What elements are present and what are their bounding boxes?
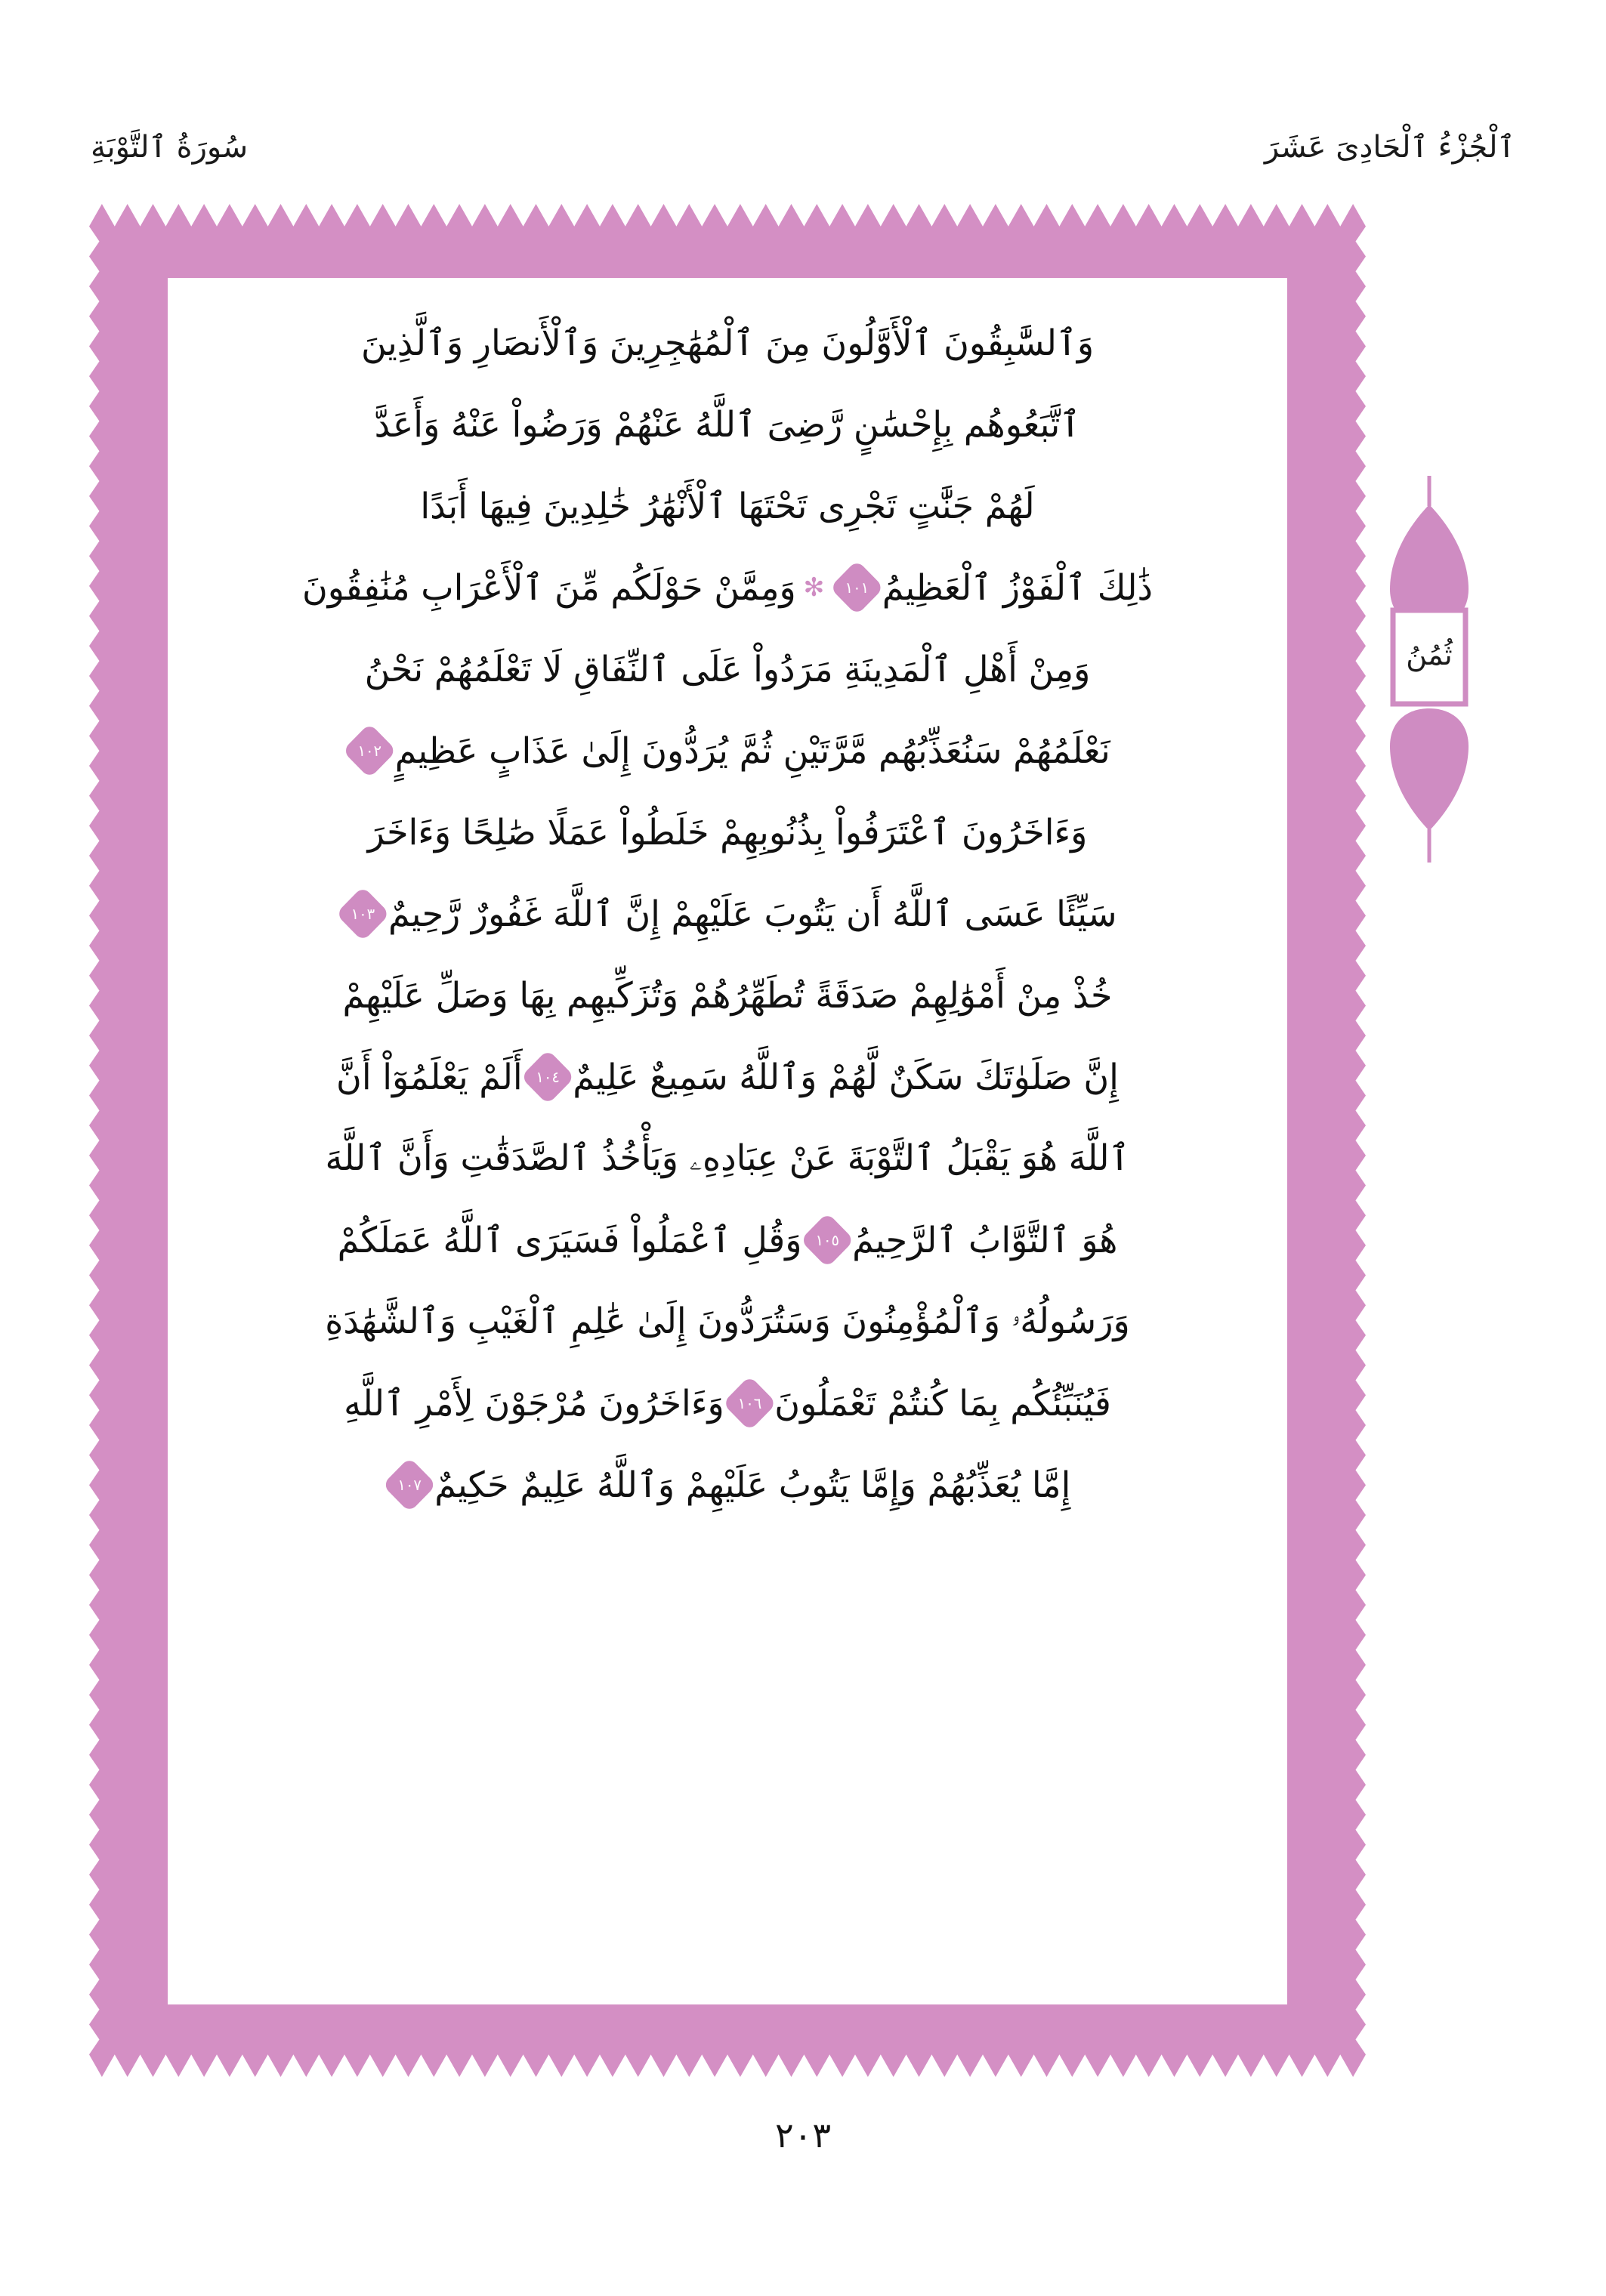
ayah-line xyxy=(199,1118,1256,1199)
ayah-number-text: ١٠٢ xyxy=(357,742,382,761)
ayah-number-marker xyxy=(343,723,397,779)
ayah-line xyxy=(199,1199,1256,1281)
ayah-number-text: ١٠٥ xyxy=(815,1231,839,1250)
ayah-number-marker xyxy=(382,1457,437,1513)
ruku-star-icon: ✻ xyxy=(803,572,825,603)
ayah-text: هُوَ ٱلتَّوَّابُ ٱلرَّحِيمُ xyxy=(852,1219,1118,1261)
ayah-text: وَمِنْ أَهْلِ ٱلْمَدِينَةِ مَرَدُواْ عَلَى ٱلنِّفَاقِ لَا تَعْلَمُهُمْ نَحْنُ xyxy=(364,648,1091,690)
ayah-text: أَلَمْ يَعْلَمُوٓاْ أَنَّ xyxy=(336,1056,523,1098)
thumun-marker-shape xyxy=(1379,476,1479,899)
ayah-text: ٱتَّبَعُوهُم بِإِحْسَٰنٍ رَّضِىَ ٱللَّهُ عَنْهُمْ وَرَضُواْ عَنْهُ وَأَعَدَّ xyxy=(374,403,1081,446)
ayah-line xyxy=(199,873,1256,955)
ayah-line xyxy=(199,1281,1256,1362)
ayah-number-text: ١٠٦ xyxy=(737,1394,761,1413)
ayah-line xyxy=(199,792,1256,873)
ayah-line xyxy=(199,1444,1256,1526)
ayah-number-marker xyxy=(336,886,391,942)
ayah-number-marker xyxy=(722,1375,777,1431)
ayah-text: وَءَاخَرُونَ ٱعْتَرَفُواْ بِذُنُوبِهِمْ خَلَطُواْ عَمَلًا صَٰلِحًا وَءَاخَرَ xyxy=(367,811,1088,853)
ayah-line xyxy=(199,1362,1256,1444)
ayah-number-text: ١٠٣ xyxy=(351,905,375,924)
ayah-text: وَقُلِ ٱعْمَلُواْ فَسَيَرَى ٱللَّهُ عَمَلَكُمْ xyxy=(337,1219,802,1261)
juz-title: ٱلْجُزْءُ ٱلْحَادِىَ عَشَرَ xyxy=(1264,130,1515,165)
thumun-label: ثُمُنُ xyxy=(1406,638,1453,671)
ayah-text: فَيُنَبِّئُكُم بِمَا كُنتُمْ تَعْمَلُونَ xyxy=(774,1382,1111,1424)
ayah-line xyxy=(199,384,1256,465)
thumun-marker xyxy=(1379,476,1479,899)
ayah-line xyxy=(199,547,1256,628)
ayah-number-text: ١٠١ xyxy=(845,579,869,597)
ayah-line xyxy=(199,710,1256,792)
page-number: ٢٠٣ xyxy=(774,2115,832,2156)
ayah-number-marker xyxy=(800,1212,854,1268)
ayah-text: خُذْ مِنْ أَمْوَٰلِهِمْ صَدَقَةً تُطَهِّرُهُمْ وَتُزَكِّيهِم بِهَا وَصَلِّ عَلَيْهِمْ xyxy=(342,974,1113,1017)
quran-text-body xyxy=(187,302,1268,1986)
ayah-text: وَرَسُولُهُۥ وَٱلْمُؤْمِنُونَ وَسَتُرَدُّونَ إِلَىٰ عَٰلِمِ ٱلْغَيْبِ وَٱلشَّهَٰدَةِ xyxy=(325,1301,1130,1342)
ayah-text: وَمِمَّنْ حَوْلَكُم مِّنَ ٱلْأَعْرَابِ مُنَٰفِقُونَ xyxy=(301,566,796,609)
ayah-line xyxy=(199,1036,1256,1118)
ayah-text: إِنَّ صَلَوٰتَكَ سَكَنٌ لَّهُمْ وَٱللَّهُ سَمِيعٌ عَلِيمٌ xyxy=(573,1056,1119,1098)
page-header xyxy=(91,113,1515,181)
surah-title: سُورَةُ ٱلتَّوْبَةِ xyxy=(91,130,249,165)
ayah-text: سَيِّئًا عَسَى ٱللَّهُ أَن يَتُوبَ عَلَيْهِمْ إِنَّ ٱللَّهَ غَفُورٌ رَّحِيمٌ xyxy=(388,893,1117,935)
ayah-number-text: ١٠٤ xyxy=(536,1068,560,1087)
ayah-text: لَهُمْ جَنَّٰتٍ تَجْرِى تَحْتَهَا ٱلْأَنْهَٰرُ خَٰلِدِينَ فِيهَا أَبَدًا xyxy=(420,485,1035,527)
ayah-line xyxy=(199,302,1256,384)
ayah-text: وَءَاخَرُونَ مُرْجَوْنَ لِأَمْرِ ٱللَّهِ xyxy=(344,1382,724,1424)
ayah-number-text: ١٠٧ xyxy=(397,1476,422,1495)
ayah-line xyxy=(199,628,1256,710)
ayah-text: ٱللَّهَ هُوَ يَقْبَلُ ٱلتَّوْبَةَ عَنْ عِبَادِهِۦ وَيَأْخُذُ ٱلصَّدَقَٰتِ وَأَنَّ ٱللَّهَ xyxy=(325,1137,1130,1179)
ayah-line xyxy=(199,955,1256,1036)
ayah-text: ذَٰلِكَ ٱلْفَوْزُ ٱلْعَظِيمُ xyxy=(882,566,1154,609)
ayah-number-marker xyxy=(520,1049,575,1105)
ayah-number-marker xyxy=(830,560,885,616)
ayah-line xyxy=(199,465,1256,547)
ayah-text: وَٱلسَّٰبِقُونَ ٱلْأَوَّلُونَ مِنَ ٱلْمُهَٰجِرِينَ وَٱلْأَنصَارِ وَٱلَّذِينَ xyxy=(360,322,1095,364)
ayah-text: نَعْلَمُهُمْ سَنُعَذِّبُهُم مَّرَّتَيْنِ ثُمَّ يُرَدُّونَ إِلَىٰ عَذَابٍ عَظِيمٍ xyxy=(394,730,1110,772)
ayah-text: إِمَّا يُعَذِّبُهُمْ وَإِمَّا يَتُوبُ عَلَيْهِمْ وَٱللَّهُ عَلِيمٌ حَكِيمٌ xyxy=(434,1464,1071,1506)
